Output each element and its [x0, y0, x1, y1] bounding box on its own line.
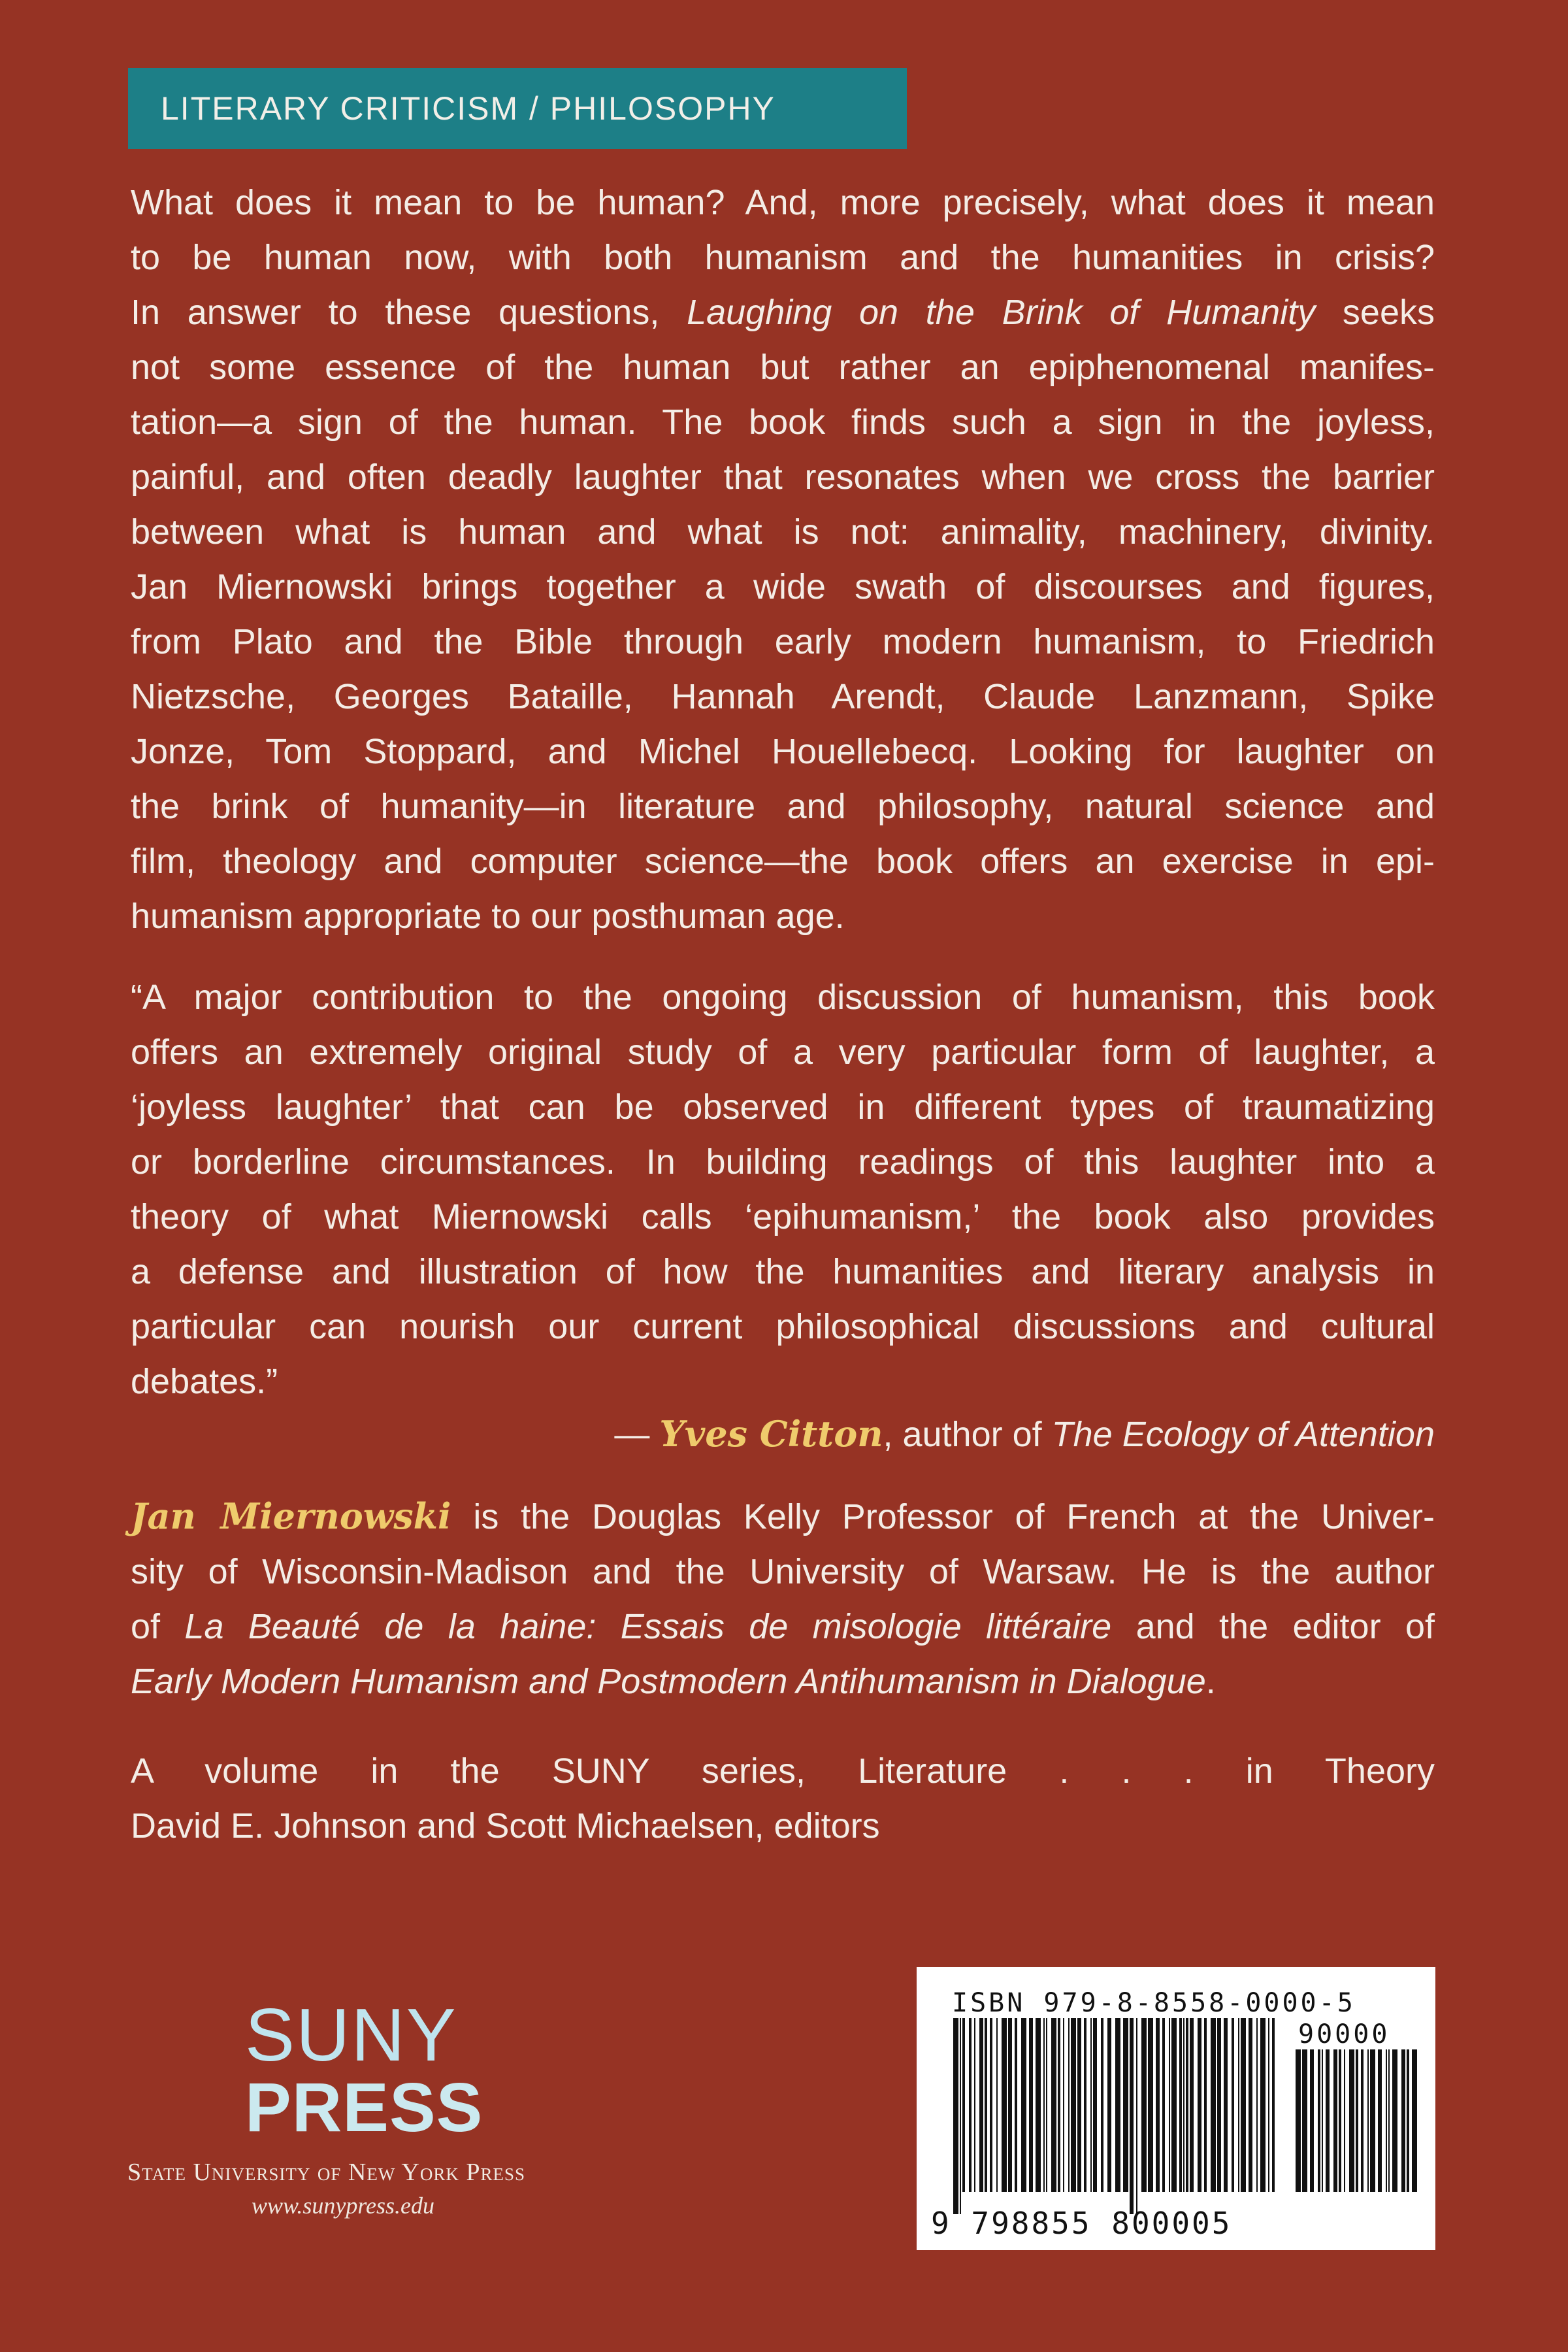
barcode-bar — [1101, 2018, 1103, 2192]
text-run: is the Douglas Kelly Professor of French at the Univer- — [451, 1497, 1435, 1536]
quote-line — [131, 970, 1435, 1025]
barcode-bar — [1043, 2018, 1045, 2192]
text-run: to be human now, with both humanism and the humanities in crisis? — [131, 238, 1435, 277]
barcode-bar — [1344, 2049, 1345, 2192]
publisher-logo — [127, 1994, 526, 2219]
text-run: seeks — [1315, 293, 1435, 332]
barcode-bar — [1148, 2018, 1153, 2192]
barcode-bar — [1256, 2018, 1258, 2192]
barcode-bar — [1310, 2049, 1314, 2192]
description-line — [131, 285, 1435, 340]
barcode-bar — [990, 2018, 992, 2192]
text-run: painful, and often deadly laughter that resonates when we cross the barrier — [131, 457, 1435, 497]
barcode-bar — [1204, 2018, 1207, 2192]
barcode-bar — [1302, 2049, 1307, 2192]
price-code: 90000 — [1298, 2019, 1390, 2049]
barcode-bar — [962, 2018, 965, 2192]
barcode-bar — [960, 2018, 961, 2214]
barcode-bar — [1386, 2049, 1387, 2192]
barcode-bar — [1029, 2018, 1033, 2192]
description-line — [131, 450, 1435, 505]
barcode-bar — [1367, 2049, 1369, 2192]
description-line — [131, 834, 1435, 889]
barcode-bar — [1021, 2018, 1026, 2192]
barcode-bar — [1068, 2018, 1070, 2192]
barcode-bar — [1186, 2018, 1188, 2192]
description-line — [131, 614, 1435, 669]
text-run: not some essence of the human but rather an epiphenomenal manifes- — [131, 348, 1435, 387]
description-line — [131, 395, 1435, 450]
barcode-bar — [1071, 2018, 1076, 2192]
barcode-bar — [969, 2018, 972, 2192]
barcode-bar — [1008, 2018, 1012, 2192]
barcode-bar — [1115, 2018, 1120, 2192]
barcode-bar — [1401, 2049, 1405, 2192]
description-line — [131, 889, 1435, 944]
barcode-bar — [1015, 2018, 1017, 2192]
text-run: . — [1205, 1662, 1216, 1701]
quote-line — [131, 1244, 1435, 1299]
text-run: film, theology and computer science—the book offers an exercise in epi- — [131, 842, 1435, 881]
barcode-bar — [996, 2018, 998, 2192]
addon-barcode-bars — [1296, 2049, 1421, 2214]
barcode-bar — [1130, 2018, 1134, 2214]
barcode-bar — [1412, 2049, 1417, 2192]
isbn-text: ISBN 979-8-8558-0000-5 — [952, 1988, 1356, 2018]
quote-line — [131, 1189, 1435, 1244]
description-line — [131, 505, 1435, 559]
barcode-bar — [1162, 2018, 1165, 2192]
text-run: or borderline circumstances. In building readings of this laughter into a — [131, 1142, 1435, 1182]
barcode-bar — [1123, 2018, 1128, 2192]
ean-barcode-bars — [953, 2018, 1277, 2214]
text-run: sity of Wisconsin-Madison and the University of Warsaw. He is the author — [131, 1552, 1435, 1591]
text-run: A volume in the SUNY series, Literature . . . in Theory — [131, 1751, 1435, 1791]
barcode-bar — [1090, 2018, 1092, 2192]
author-bio — [131, 1489, 1435, 1709]
barcode-bar — [1136, 2018, 1137, 2214]
text-run: Nietzsche, Georges Bataille, Hannah Arendt, Claude Lanzmann, Spike — [131, 677, 1435, 716]
description-line — [131, 559, 1435, 614]
text-run: a defense and illustration of how the humanities and literary analysis in — [131, 1252, 1435, 1291]
description-line — [131, 724, 1435, 779]
barcode-bar — [1002, 2018, 1007, 2192]
person-name: Yves Citton — [659, 1413, 883, 1455]
italic-title: La Beauté de la haine: Essais de misologie littéraire — [184, 1607, 1112, 1646]
barcode-bar — [1141, 2018, 1147, 2192]
publisher-url: www.sunypress.edu — [252, 2193, 435, 2219]
description-line — [131, 779, 1435, 834]
text-run: humanism appropriate to our posthuman age. — [131, 897, 845, 936]
series-line — [131, 1744, 1435, 1798]
text-run: particular can nourish our current philosophical discussions and cultural — [131, 1307, 1435, 1346]
quote-line — [131, 1354, 1435, 1409]
isbn-barcode — [917, 1967, 1435, 2250]
author_bio-line — [131, 1489, 1435, 1544]
author_bio-line — [131, 1654, 1435, 1709]
text-run: ‘joyless laughter’ that can be observed in different types of traumatizing — [131, 1087, 1435, 1127]
quote-line — [131, 1135, 1435, 1189]
person-name: Jan Miernowski — [131, 1495, 451, 1537]
endorsement-quote — [131, 970, 1435, 1409]
text-run: and the editor of — [1111, 1607, 1435, 1646]
quote-line — [131, 1080, 1435, 1135]
barcode-bar — [1179, 2018, 1182, 2192]
barcode-bar — [1171, 2018, 1177, 2192]
barcode-bar — [1036, 2018, 1041, 2192]
text-run: “A major contribution to the ongoing discussion of humanism, this book — [131, 978, 1435, 1017]
barcode-bar — [1296, 2049, 1301, 2192]
logo-suny-text: SUNY — [245, 1994, 457, 2077]
description-line — [131, 669, 1435, 724]
barcode-bar — [1107, 2018, 1111, 2192]
text-run: the brink of humanity—in literature and philosophy, natural science and — [131, 787, 1435, 826]
barcode-bar — [1392, 2049, 1397, 2192]
text-run: Jonze, Tom Stoppard, and Michel Houellebecq. Looking for laughter on — [131, 732, 1435, 771]
category-label: LITERARY CRITICISM / PHILOSOPHY — [128, 68, 907, 149]
barcode-bar — [974, 2018, 975, 2192]
text-run: , author of — [883, 1415, 1052, 1454]
text-run: from Plato and the Bible through early modern humanism, to Friedrich — [131, 622, 1435, 661]
barcode-bar — [1268, 2018, 1269, 2192]
italic-title: Early Modern Humanism and Postmodern Antihumanism in Dialogue — [131, 1662, 1206, 1701]
barcode-bar — [1407, 2049, 1409, 2192]
barcode-bar — [1356, 2049, 1358, 2192]
attribution-line — [131, 1406, 1435, 1462]
barcode-bar — [1169, 2018, 1170, 2192]
book-description — [131, 175, 1435, 944]
barcode-bar — [1217, 2018, 1221, 2192]
barcode-bar — [1361, 2049, 1364, 2192]
quote-line — [131, 1025, 1435, 1080]
barcode-bar — [1326, 2049, 1330, 2192]
barcode-bar — [1211, 2018, 1216, 2192]
barcode-bar — [1241, 2018, 1246, 2192]
barcode-bar — [1339, 2049, 1341, 2192]
text-run: tation—a sign of the human. The book finds such a sign in the joyless, — [131, 403, 1435, 442]
italic-title: Laughing on the Brink of Humanity — [687, 293, 1316, 332]
ean-digits: 9 798855 800005 — [931, 2206, 1232, 2241]
quote-line — [131, 1299, 1435, 1354]
barcode-bar — [1388, 2049, 1390, 2192]
series-info — [131, 1744, 1435, 1853]
barcode-bar — [1318, 2049, 1320, 2192]
barcode-bar — [1224, 2018, 1228, 2192]
barcode-bar — [1183, 2018, 1184, 2192]
text-run: between what is human and what is not: animality, machinery, divinity. — [131, 512, 1435, 552]
barcode-bar — [979, 2018, 983, 2192]
barcode-bar — [1378, 2049, 1382, 2192]
text-run: David E. Johnson and Scott Michaelsen, editors — [131, 1806, 880, 1846]
barcode-bar — [1349, 2049, 1354, 2192]
barcode-bar — [1046, 2018, 1047, 2192]
text-run: — — [614, 1415, 660, 1454]
endorsement-attribution — [131, 1406, 1435, 1462]
text-run: offers an extremely original study of a very particular form of laughter, a — [131, 1033, 1435, 1072]
barcode-bar — [1198, 2018, 1201, 2192]
publisher-name: State University of New York Press — [127, 2159, 526, 2186]
italic-title: The Ecology of Attention — [1051, 1415, 1435, 1454]
author_bio-line — [131, 1599, 1435, 1654]
barcode-bar — [1333, 2049, 1337, 2192]
barcode-bar — [985, 2018, 987, 2192]
barcode-bar — [1190, 2018, 1194, 2192]
description-line — [131, 230, 1435, 285]
description-line — [131, 340, 1435, 395]
barcode-bar — [1084, 2018, 1086, 2192]
barcode-bar — [1370, 2049, 1375, 2192]
barcode-bar — [1272, 2018, 1275, 2192]
text-run: of — [131, 1607, 185, 1646]
barcode-bar — [1260, 2018, 1266, 2192]
description-line — [131, 175, 1435, 230]
text-run: What does it mean to be human? And, more precisely, what does it mean — [131, 183, 1435, 222]
barcode-bar — [953, 2018, 958, 2214]
author_bio-line — [131, 1544, 1435, 1599]
barcode-bar — [1077, 2018, 1081, 2192]
barcode-bar — [1093, 2018, 1097, 2192]
barcode-bar — [1051, 2018, 1056, 2192]
text-run: debates.” — [131, 1362, 278, 1401]
barcode-bar — [1322, 2049, 1323, 2192]
text-run: theory of what Miernowski calls ‘epihumanism,’ the book also provides — [131, 1197, 1435, 1236]
barcode-bar — [1058, 2018, 1060, 2192]
series-line — [131, 1798, 1435, 1853]
barcode-bar — [1238, 2018, 1239, 2192]
text-run: Jan Miernowski brings together a wide swath of discourses and figures, — [131, 567, 1435, 606]
barcode-bar — [1063, 2018, 1064, 2192]
barcode-bar — [1232, 2018, 1234, 2192]
barcode-bar — [1249, 2018, 1252, 2192]
text-run: In answer to these questions, — [131, 293, 687, 332]
barcode-bar — [1156, 2018, 1160, 2192]
logo-press-text: PRESS — [245, 2069, 483, 2146]
